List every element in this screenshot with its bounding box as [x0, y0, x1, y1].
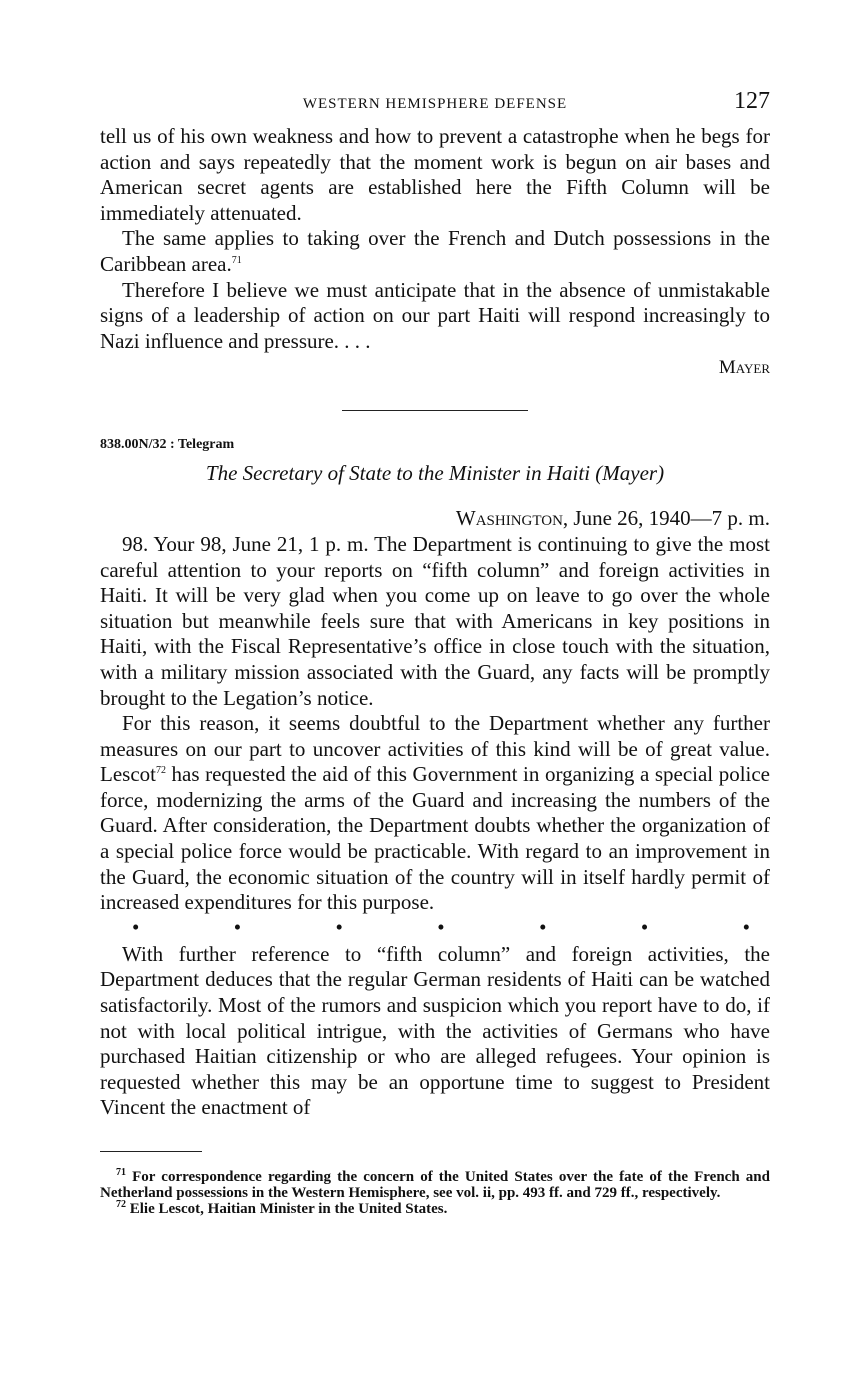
- footnote-mark: 71: [116, 1167, 126, 1178]
- omission-marks: [100, 916, 770, 942]
- body-paragraph: With further reference to “fifth column” and foreign activities, the Department deduces that the regular German residents of Haiti can be watched satisfactorily. Most of the rumors and suspicion which you report have to do, if not with local political intrigue, with the activities of Germans who have purchased Haitian citizenship or who are alleged refugees. Your opinion is requested whether this may be an opportune time to suggest to President Vincent the enactment of: [100, 941, 770, 1120]
- document-page: [100, 88, 770, 1217]
- signature: Mayer: [718, 357, 770, 379]
- page-header: [100, 88, 770, 124]
- page-number: 127: [734, 88, 770, 114]
- footnotes: [100, 1169, 770, 1217]
- paragraph-text: Therefore I believe we must anticipate that in the absence of unmistakable signs of a leadership of action on our part Haiti will respond increasingly to Nazi influence and pressure. . . .: [100, 277, 770, 353]
- omission-dot: •: [132, 914, 140, 939]
- title-text: The Secretary of State to the Minister in Haiti (: [205, 461, 603, 486]
- body-paragraph: [100, 278, 770, 355]
- dateline-date: , June 26, 1940—7 p. m.: [562, 506, 770, 531]
- omission-dot: •: [742, 914, 750, 939]
- document-title: [100, 461, 770, 486]
- footnote: [100, 1201, 770, 1217]
- section-divider: [342, 410, 528, 411]
- omission-dot: •: [437, 914, 445, 939]
- footnote: [100, 1169, 770, 1201]
- footnote-reference: 71: [231, 254, 242, 266]
- paragraph-text: The same applies to taking over the French and Dutch possessions in the Caribbean area.: [100, 226, 770, 276]
- body-paragraph: 98. Your 98, June 21, 1 p. m. The Department is continuing to give the most careful attention to your reports on “fifth column” and foreign activities in Haiti. It will be very glad when you come up on leave to go over the whole situation but meanwhile feels sure that with Americans in key positions in Haiti, with the Fiscal Representative’s office in close touch with the situation, with a military mission associated with the Guard, any facts will be promptly brought to the Legation’s notice.: [100, 531, 770, 710]
- paragraph-text: has requested the aid of this Government in organizing a special police force, modernizing the arms of the Guard and increasing the numbers of the Guard. After consideration, the Department doubts whether the organization of a special police force would be practicable. With regard to an improvement in the Guard, the economic situation of the country will in itself hardly permit of increased expenditures for this purpose.: [100, 762, 770, 915]
- footnote-divider: [100, 1151, 202, 1152]
- omission-dot: •: [640, 914, 649, 939]
- dateline: [100, 506, 770, 532]
- omission-dot: •: [233, 914, 242, 939]
- body-paragraph: [100, 226, 770, 277]
- footnote-text: For correspondence regarding the concern of the United States over the fate of the French and Netherland possessions in the Western Hemisphere, see vol. ii, pp. 493 ff. and 729 ff., respectively.: [100, 1169, 770, 1201]
- body-paragraph: [100, 124, 770, 226]
- footnote-reference: 72: [155, 765, 166, 777]
- dateline-place: Washington: [455, 506, 563, 531]
- file-reference: 838.00N/32 : Telegram: [100, 437, 235, 453]
- body-paragraph: [100, 711, 770, 916]
- footnote-mark: 72: [116, 1199, 126, 1210]
- telegram-document: [100, 437, 770, 1121]
- paragraph-text: tell us of his own weakness and how to prevent a catastrophe when he begs for action and says repeatedly that the moment work is begun on air bases and American secret agents are established here the Fifth Column will be immediately attenuated.: [100, 124, 770, 225]
- omission-dot: •: [539, 914, 547, 939]
- running-head: WESTERN HEMISPHERE DEFENSE: [302, 96, 568, 112]
- title-close: ): [657, 461, 665, 486]
- title-recipient: Mayer: [602, 461, 658, 486]
- paragraph-text: For this reason, it seems doubtful to the Department whether any further measures on our part to uncover activities of this kind will be of great value. Lescot: [100, 711, 770, 787]
- omission-dot: •: [335, 914, 343, 939]
- previous-document-continuation: [100, 124, 770, 379]
- footnote-text: Elie Lescot, Haitian Minister in the United States.: [126, 1201, 448, 1217]
